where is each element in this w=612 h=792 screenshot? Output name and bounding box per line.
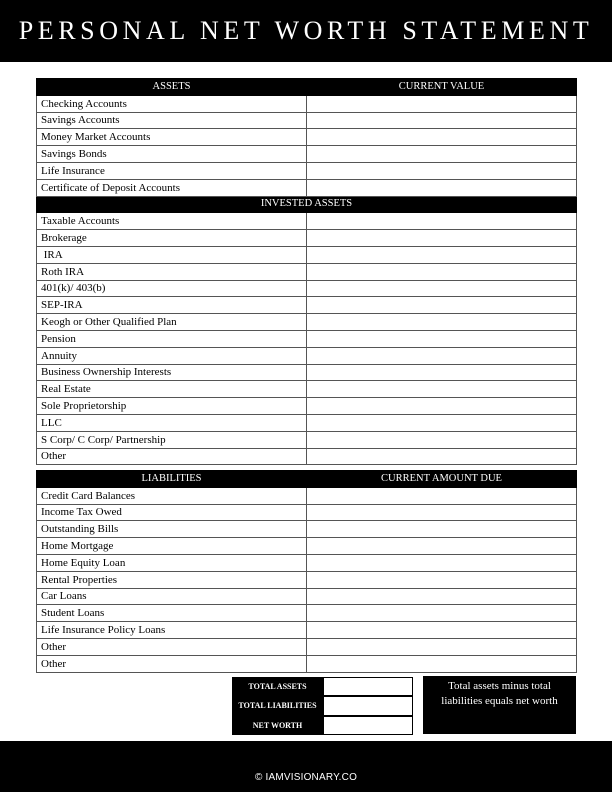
value-field[interactable] xyxy=(307,521,577,538)
liability-row xyxy=(37,605,577,622)
value-field[interactable] xyxy=(307,347,577,364)
value-field[interactable] xyxy=(307,381,577,398)
asset-row xyxy=(37,162,577,179)
invested-asset-row xyxy=(37,330,577,347)
header-band xyxy=(0,0,612,62)
footer-band xyxy=(0,741,612,792)
item-label: Car Loans xyxy=(37,588,307,605)
total-assets-label: TOTAL ASSETS xyxy=(248,682,307,692)
value-field[interactable] xyxy=(307,112,577,129)
value-field[interactable] xyxy=(307,330,577,347)
item-label: Outstanding Bills xyxy=(37,521,307,538)
invested-asset-row xyxy=(37,364,577,381)
value-field[interactable] xyxy=(307,162,577,179)
value-field[interactable] xyxy=(307,588,577,605)
invested-asset-row xyxy=(37,230,577,247)
item-label: LLC xyxy=(37,414,307,431)
liability-row xyxy=(37,638,577,655)
invested-asset-row xyxy=(37,347,577,364)
item-label: Brokerage xyxy=(37,230,307,247)
liability-row xyxy=(37,504,577,521)
assets-body xyxy=(37,95,577,196)
value-field[interactable] xyxy=(307,314,577,331)
totals-block xyxy=(232,677,413,735)
item-label: Certificate of Deposit Accounts xyxy=(37,179,307,196)
current-value-header: CURRENT VALUE xyxy=(307,79,577,96)
value-field[interactable] xyxy=(307,487,577,504)
item-label: Credit Card Balances xyxy=(37,487,307,504)
liability-row xyxy=(37,521,577,538)
liabilities-header-row xyxy=(37,471,577,488)
item-label: Other xyxy=(37,448,307,465)
invested-assets-header: INVESTED ASSETS xyxy=(37,196,577,213)
net-worth-field[interactable] xyxy=(323,716,413,735)
value-field[interactable] xyxy=(307,605,577,622)
value-field[interactable] xyxy=(307,146,577,163)
total-liabilities-label: TOTAL LIABILITIES xyxy=(238,701,317,711)
value-field[interactable] xyxy=(307,538,577,555)
invested-asset-row xyxy=(37,414,577,431)
current-amount-due-header: CURRENT AMOUNT DUE xyxy=(307,471,577,488)
item-label: Real Estate xyxy=(37,381,307,398)
page-title: PERSONAL NET WORTH STATEMENT xyxy=(18,16,594,45)
invested-asset-row xyxy=(37,381,577,398)
liability-row xyxy=(37,622,577,639)
total-liabilities-field[interactable] xyxy=(323,696,413,715)
asset-row xyxy=(37,179,577,196)
value-field[interactable] xyxy=(307,364,577,381)
total-assets-field[interactable] xyxy=(323,677,413,696)
item-label: Other xyxy=(37,638,307,655)
item-label: Keogh or Other Qualified Plan xyxy=(37,314,307,331)
item-label: 401(k)/ 403(b) xyxy=(37,280,307,297)
invested-asset-row xyxy=(37,246,577,263)
liabilities-body xyxy=(37,487,577,672)
liabilities-table xyxy=(36,470,577,673)
invested-assets-body xyxy=(37,213,577,465)
invested-asset-row xyxy=(37,398,577,415)
item-label: Savings Bonds xyxy=(37,146,307,163)
item-label: Student Loans xyxy=(37,605,307,622)
value-field[interactable] xyxy=(307,297,577,314)
liability-row xyxy=(37,538,577,555)
net-worth-label: NET WORTH xyxy=(252,720,303,730)
value-field[interactable] xyxy=(307,179,577,196)
value-field[interactable] xyxy=(307,504,577,521)
value-field[interactable] xyxy=(307,571,577,588)
invested-asset-row xyxy=(37,448,577,465)
value-field[interactable] xyxy=(307,129,577,146)
item-label: Roth IRA xyxy=(37,263,307,280)
value-field[interactable] xyxy=(307,263,577,280)
value-field[interactable] xyxy=(307,213,577,230)
item-label: Business Ownership Interests xyxy=(37,364,307,381)
asset-row xyxy=(37,146,577,163)
item-label: Rental Properties xyxy=(37,571,307,588)
asset-row xyxy=(37,112,577,129)
asset-row xyxy=(37,129,577,146)
invested-asset-row xyxy=(37,314,577,331)
invested-asset-row xyxy=(37,213,577,230)
assets-table xyxy=(36,78,577,465)
asset-row xyxy=(37,95,577,112)
value-field[interactable] xyxy=(307,431,577,448)
net-worth-note: Total assets minus total liabilities equals net worth xyxy=(423,676,576,734)
value-field[interactable] xyxy=(307,280,577,297)
value-field[interactable] xyxy=(307,398,577,415)
assets-header: ASSETS xyxy=(37,79,307,96)
invested-asset-row xyxy=(37,297,577,314)
item-label: Other xyxy=(37,655,307,672)
item-label: Home Mortgage xyxy=(37,538,307,555)
assets-header-row xyxy=(37,79,577,96)
invested-asset-row xyxy=(37,263,577,280)
liability-row xyxy=(37,487,577,504)
liability-row xyxy=(37,571,577,588)
invested-assets-header-row xyxy=(37,196,577,213)
liability-row xyxy=(37,655,577,672)
value-field[interactable] xyxy=(307,230,577,247)
invested-asset-row xyxy=(37,280,577,297)
item-label: Savings Accounts xyxy=(37,112,307,129)
value-field[interactable] xyxy=(307,246,577,263)
value-field[interactable] xyxy=(307,638,577,655)
value-field[interactable] xyxy=(307,414,577,431)
item-label: SEP-IRA xyxy=(37,297,307,314)
item-label: Home Equity Loan xyxy=(37,554,307,571)
liability-row xyxy=(37,554,577,571)
item-label: Sole Proprietorship xyxy=(37,398,307,415)
item-label: IRA xyxy=(37,246,307,263)
item-label: Annuity xyxy=(37,347,307,364)
item-label: Money Market Accounts xyxy=(37,129,307,146)
value-field[interactable] xyxy=(307,655,577,672)
value-field[interactable] xyxy=(307,95,577,112)
value-field[interactable] xyxy=(307,554,577,571)
item-label: Taxable Accounts xyxy=(37,213,307,230)
item-label: Income Tax Owed xyxy=(37,504,307,521)
item-label: Life Insurance xyxy=(37,162,307,179)
item-label: Life Insurance Policy Loans xyxy=(37,622,307,639)
liability-row xyxy=(37,588,577,605)
value-field[interactable] xyxy=(307,622,577,639)
liabilities-header: LIABILITIES xyxy=(37,471,307,488)
item-label: Checking Accounts xyxy=(37,95,307,112)
footer-copyright: © IAMVISIONARY.CO xyxy=(254,772,358,783)
item-label: S Corp/ C Corp/ Partnership xyxy=(37,431,307,448)
item-label: Pension xyxy=(37,330,307,347)
value-field[interactable] xyxy=(307,448,577,465)
invested-asset-row xyxy=(37,431,577,448)
